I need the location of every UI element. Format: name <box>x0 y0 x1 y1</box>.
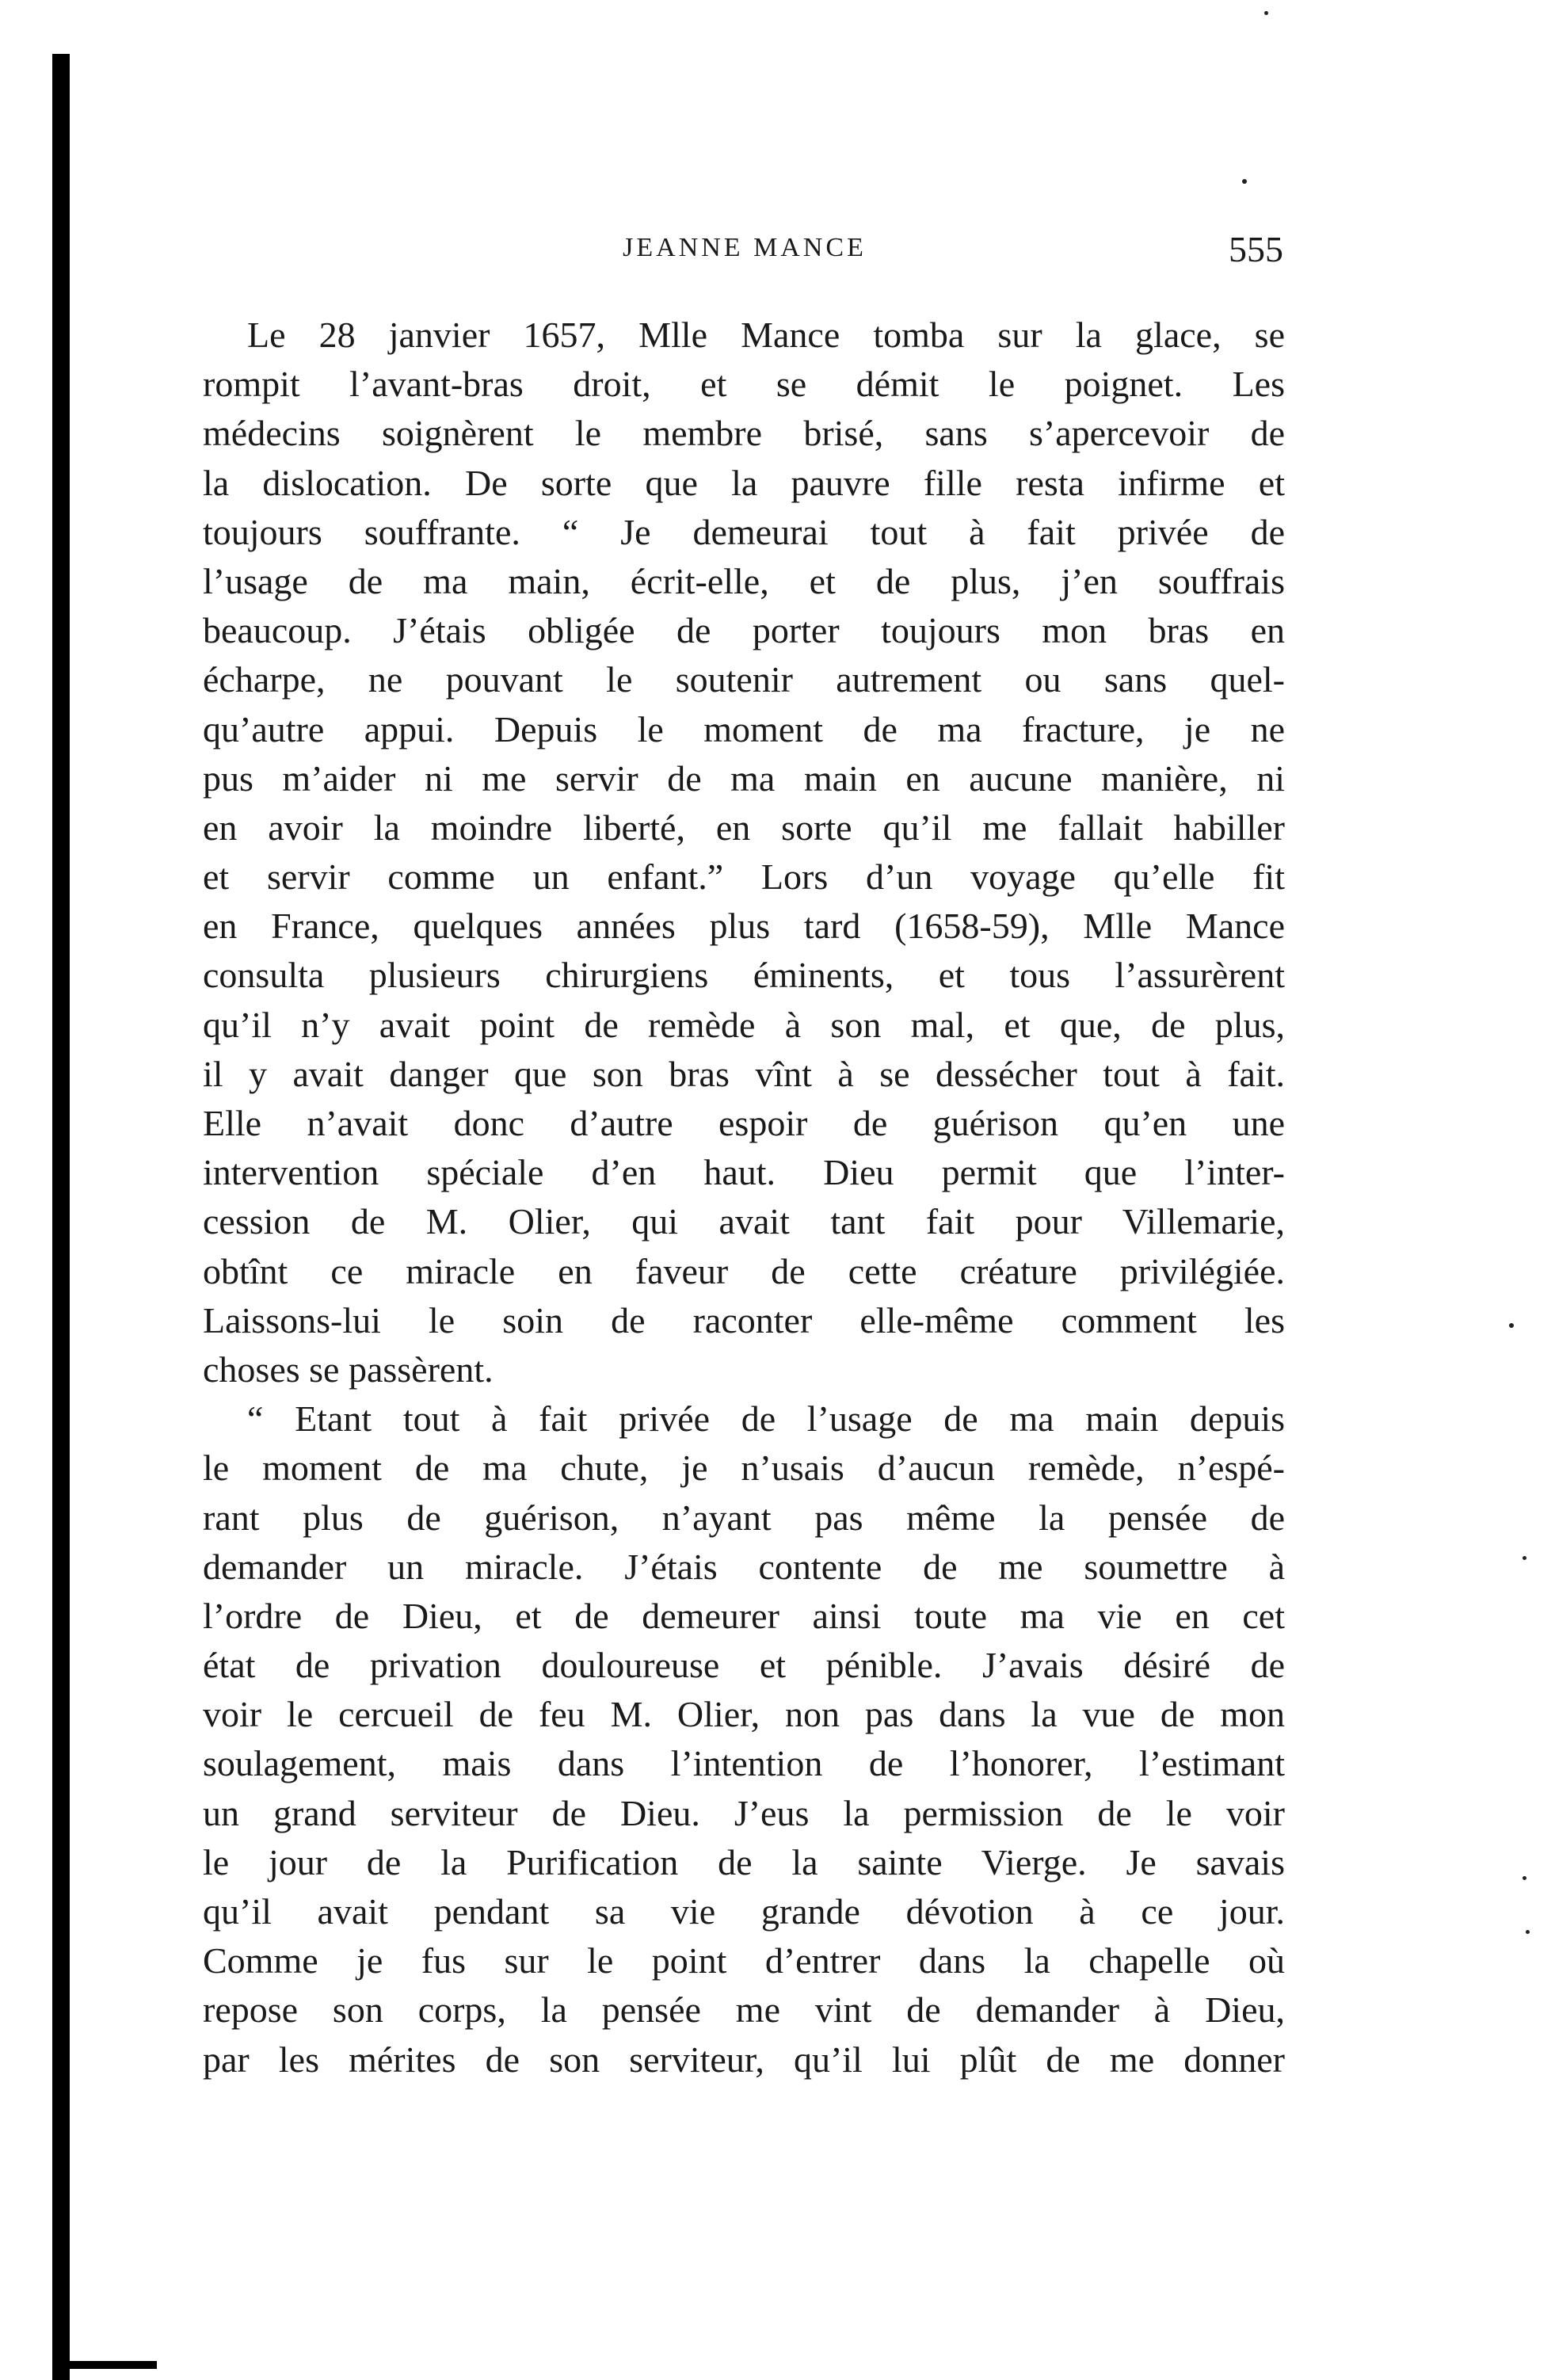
binding-edge <box>52 54 70 2380</box>
text-line: la dislocation. De sorte que la pauvre fille resta infirme et <box>203 462 1285 503</box>
text-line: il y avait danger que son bras vînt à se dessécher tout à fait. <box>203 1053 1285 1094</box>
text-line: beaucoup. J’étais obligée de porter toujours mon bras en <box>203 610 1285 651</box>
text-line: qu’il avait pendant sa vie grande dévotion à ce jour. <box>203 1891 1285 1932</box>
text-line: et servir comme un enfant.” Lors d’un voyage qu’elle fit <box>203 856 1285 898</box>
body-text <box>203 311 1285 2084</box>
text-line: demander un miracle. J’étais contente de me soumettre à <box>203 1546 1285 1587</box>
text-line: intervention spéciale d’en haut. Dieu permit que l’inter- <box>203 1152 1285 1193</box>
scan-speck <box>1264 11 1268 15</box>
paragraph-2 <box>203 1394 1285 2084</box>
scan-speck <box>1526 1930 1530 1934</box>
binding-edge-foot <box>70 2361 157 2369</box>
text-line: qu’autre appui. Depuis le moment de ma fracture, je ne <box>203 708 1285 749</box>
text-line: Elle n’avait donc d’autre espoir de guérison qu’en une <box>203 1103 1285 1143</box>
scan-speck <box>1523 1876 1526 1880</box>
scan-speck <box>1509 1323 1514 1328</box>
text-line: qu’il n’y avait point de remède à son mal, et que, de plus, <box>203 1004 1285 1045</box>
text-line: par les mérites de son serviteur, qu’il lui plût de me donner <box>203 2039 1285 2080</box>
text-line: en avoir la moindre liberté, en sorte qu’il me fallait habiller <box>203 807 1285 848</box>
text-line: cession de M. Olier, qui avait tant fait pour Villemarie, <box>203 1201 1285 1242</box>
text-line: rant plus de guérison, n’ayant pas même la pensée de <box>203 1497 1285 1538</box>
text-line: voir le cercueil de feu M. Olier, non pas dans la vue de mon <box>203 1694 1285 1735</box>
text-line: consulta plusieurs chirurgiens éminents, et tous l’assurèrent <box>203 955 1285 996</box>
text-line: le moment de ma chute, je n’usais d’aucun remède, n’espé- <box>203 1447 1285 1489</box>
scan-speck <box>1523 1556 1526 1560</box>
text-line: le jour de la Purification de la sainte Vierge. Je savais <box>203 1841 1285 1882</box>
text-line: soulagement, mais dans l’intention de l’honorer, l’estimant <box>203 1743 1285 1784</box>
text-line: Le 28 janvier 1657, Mlle Mance tomba sur la glace, se <box>247 315 1285 355</box>
page-header <box>206 228 1283 284</box>
text-line: Laissons-lui le soin de raconter elle-même comment les <box>203 1299 1285 1341</box>
text-line: l’ordre de Dieu, et de demeurer ainsi toute ma vie en cet <box>203 1595 1285 1636</box>
text-line: écharpe, ne pouvant le soutenir autrement ou sans quel- <box>203 659 1285 700</box>
page-number: 555 <box>1229 229 1283 269</box>
text-line: toujours souffrante. “ Je demeurai tout à fait privée de <box>203 511 1285 552</box>
running-head: JEANNE MANCE <box>623 233 867 262</box>
text-line: choses se passèrent. <box>203 1348 494 1390</box>
text-line: en France, quelques années plus tard (1658-59), Mlle Mance <box>203 906 1285 947</box>
text-line: un grand serviteur de Dieu. J’eus la permission de le voir <box>203 1792 1285 1833</box>
text-line: état de privation douloureuse et pénible. J’avais désiré de <box>203 1645 1285 1686</box>
text-line: rompit l’avant-bras droit, et se démit le poignet. Les <box>203 364 1285 405</box>
text-line: Comme je fus sur le point d’entrer dans la chapelle où <box>203 1940 1285 1981</box>
text-line: repose son corps, la pensée me vint de demander à Dieu, <box>203 1989 1285 2031</box>
paragraph-1 <box>203 311 1285 1394</box>
text-line: l’usage de ma main, écrit-elle, et de plus, j’en souffrais <box>203 560 1285 601</box>
text-line: “ Etant tout à fait privée de l’usage de ma main depuis <box>247 1398 1285 1440</box>
text-line: médecins soignèrent le membre brisé, sans s’apercevoir de <box>203 413 1285 454</box>
text-line: obtînt ce miracle en faveur de cette créature privilégiée. <box>203 1250 1285 1291</box>
text-line: pus m’aider ni me servir de ma main en aucune manière, ni <box>203 757 1285 799</box>
scan-speck <box>1242 179 1247 184</box>
